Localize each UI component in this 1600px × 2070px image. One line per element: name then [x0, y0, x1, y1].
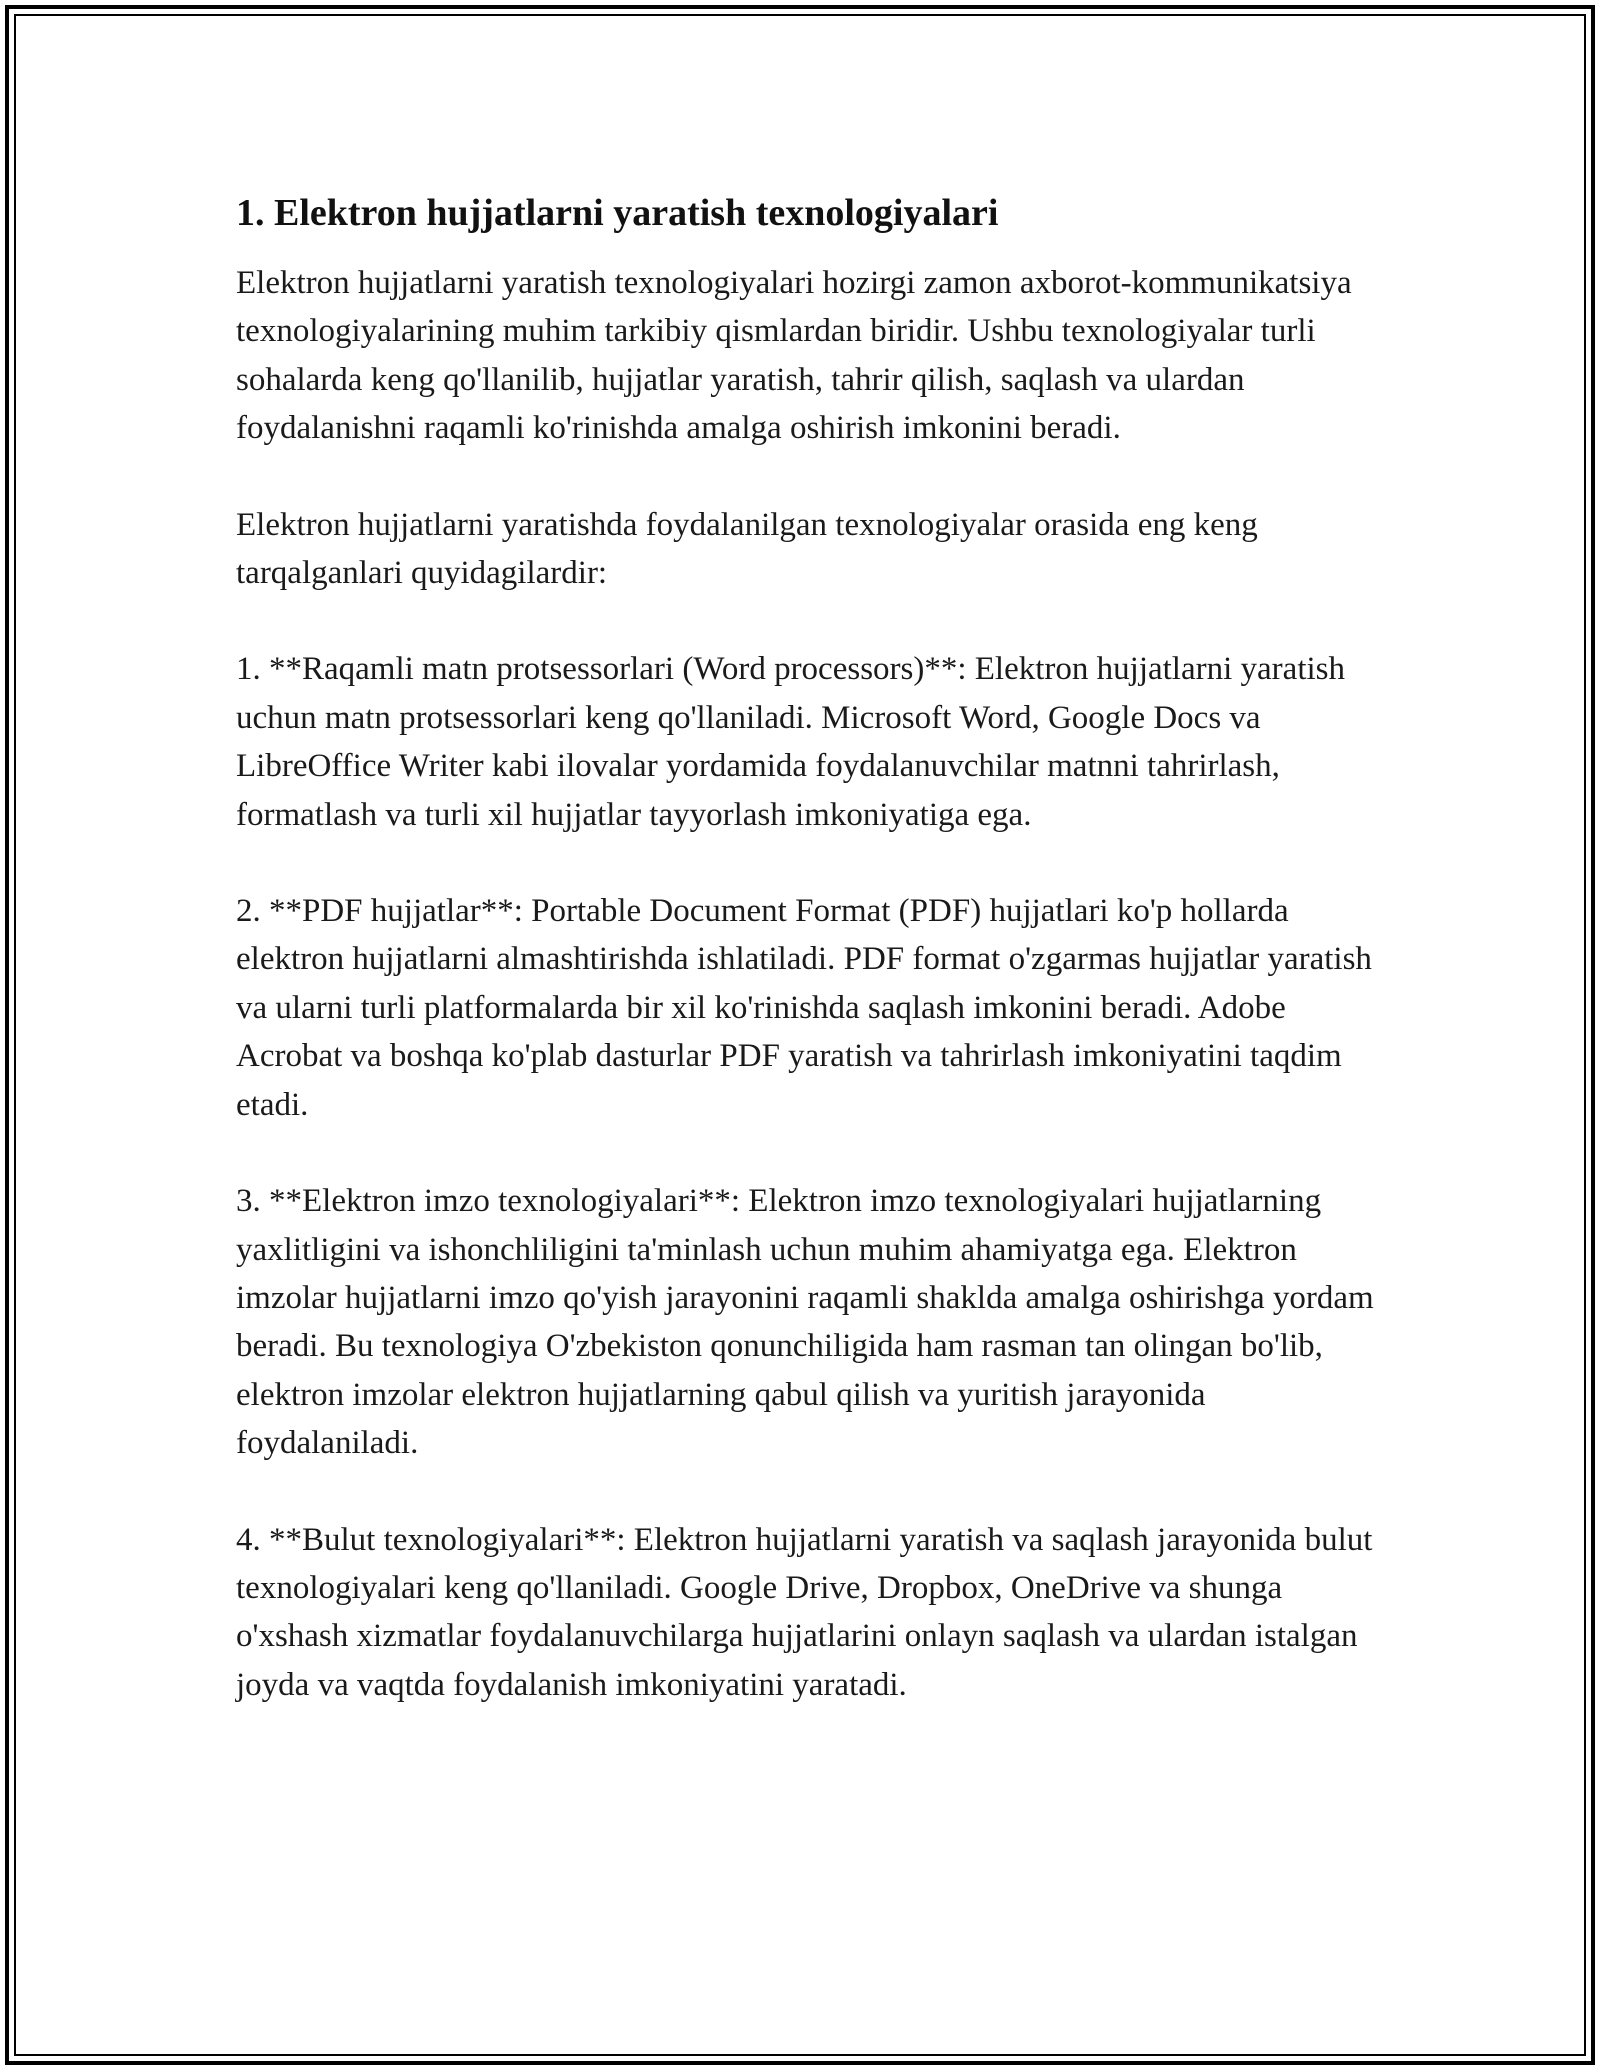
- paragraph-item-word-processors: 1. **Raqamli matn protsessorlari (Word processors)**: Elektron hujjatlarni yaratish uchun matn protsessorlari keng qo'llaniladi. Microsoft Word, Google Docs va LibreOffice Writer kabi ilovalar yordamida foydalanuvchilar matnni tahrirlash, formatlash va turli xil hujjatlar tayyorlash imkoniyatiga ega.: [236, 651, 1345, 833]
- section-heading: 1. Elektron hujjatlarni yaratish texnologiyalari: [236, 192, 999, 234]
- paragraph-item-pdf: 2. **PDF hujjatlar**: Portable Document Format (PDF) hujjatlari ko'p hollarda elektron hujjatlarni almashtirishda ishlatiladi. PDF format o'zgarmas hujjatlar yaratish va ularni turli platformalarda bir xil ko'rinishda saqlash imkonini beradi. Adobe Acrobat va boshqa ko'plab dasturlar PDF yaratish va tahrirlash imkoniyatini taqdim etadi.: [236, 893, 1372, 1123]
- paragraph-item-e-signature: 3. **Elektron imzo texnologiyalari**: Elektron imzo texnologiyalari hujjatlarning yaxlitligini va ishonchliligini ta'minlash uchun muhim ahamiyatga ega. Elektron imzolar hujjatlarni imzo qo'yish jarayonini raqamli shaklda amalga oshirishga yordam beradi. Bu texnologiya O'zbekiston qonunchiligida ham rasman tan olingan bo'lib, elektron imzolar elektron hujjatlarning qabul qilish va yuritish jarayonida foydalaniladi.: [236, 1183, 1374, 1462]
- paragraph-item-cloud: 4. **Bulut texnologiyalari**: Elektron hujjatlarni yaratish va saqlash jarayonida bulut texnologiyalari keng qo'llaniladi. Google Drive, Dropbox, OneDrive va shunga o'xshash xizmatlar foydalanuvchilarga hujjatlarini onlayn saqlash va ulardan istalgan joyda va vaqtda foydalanish imkoniyatini yaratadi.: [236, 1521, 1373, 1703]
- paragraph-intro: Elektron hujjatlarni yaratish texnologiyalari hozirgi zamon axborot-kommunikatsiya texnologiyalarining muhim tarkibiy qismlardan biridir. Ushbu texnologiyalar turli sohalarda keng qo'llanilib, hujjatlar yaratish, tahrir qilish, saqlash va ulardan foydalanishni raqamli ko'rinishda amalga oshirish imkonini beradi.: [236, 265, 1352, 447]
- paragraph-list-intro: Elektron hujjatlarni yaratishda foydalanilgan texnologiyalar orasida eng keng tarqalganlari quyidagilardir:: [236, 506, 1258, 592]
- document-body: [236, 187, 1386, 1757]
